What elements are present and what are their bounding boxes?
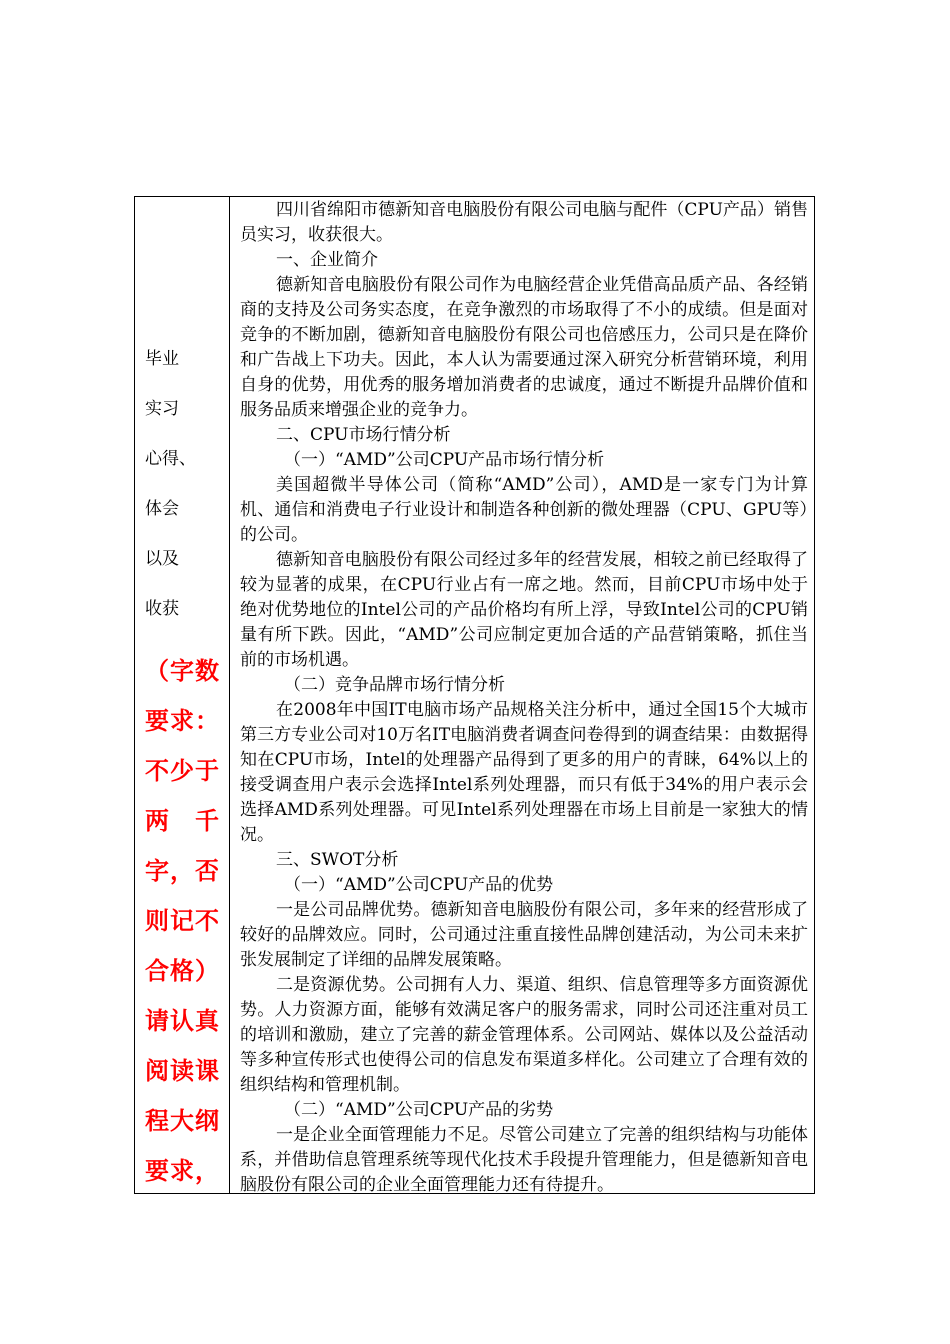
report-content [240, 198, 808, 1198]
label-line: 心得、 [145, 449, 196, 469]
intro-paragraph: 四川省绵阳市德新知音电脑股份有限公司电脑与配件（CPU产品）销售员实习，收获很大。 [240, 200, 808, 245]
subsection-heading: （一）“AMD”公司CPU产品市场行情分析 [284, 450, 605, 470]
requirement-line: 程大纲 [145, 1106, 220, 1135]
paragraph: 在2008年中国IT电脑市场产品规格关注分析中，通过全国15个大城市第三方专业公司对10万名IT电脑消费者调查问卷得到的调查结果：由数据得知在CPU市场，Intel的处理器产品得到了更多的用户的青睐，64%以上的接受调查用户表示会选择Intel系列处理器，而只有低于34%的用户表示会选择AMD系列处理器。可见Intel系列处理器在市场上目前是一家独大的情况。 [240, 700, 808, 845]
requirement-line: 要求： [145, 706, 220, 735]
requirement-line: 合格） [145, 956, 220, 985]
requirement-line: 字，否 [145, 856, 220, 885]
label-line: 体会 [145, 499, 179, 519]
label-line: 毕业 [145, 349, 179, 369]
requirement-line: 请认真 [145, 1006, 220, 1035]
requirement-line: 不少于 [145, 756, 220, 785]
column-divider [229, 196, 230, 1194]
section-heading: 二、CPU市场行情分析 [276, 425, 451, 445]
label-line: 实习 [145, 399, 179, 419]
paragraph: 美国超微半导体公司（简称“AMD”公司），AMD是一家专门为计算机、通信和消费电子行业设计和制造各种创新的微处理器（CPU、GPU等）的公司。 [240, 475, 808, 545]
requirement-line: 两 千 [145, 806, 220, 835]
requirement-line: 则记不 [145, 906, 220, 935]
paragraph: 德新知音电脑股份有限公司作为电脑经营企业凭借高品质产品、各经销商的支持及公司务实态度，在竞争激烈的市场取得了不小的成绩。但是面对竞争的不断加剧，德新知音电脑股份有限公司也倍感压力，公司只是在降价和广告战上下功夫。因此，本人认为需要通过深入研究分析营销环境，利用自身的优势，用优秀的服务增加消费者的忠诚度，通过不断提升品牌价值和服务品质来增强企业的竞争力。 [240, 275, 808, 420]
subsection-heading: （二）“AMD”公司CPU产品的劣势 [284, 1100, 554, 1120]
requirement-line: 阅读课 [145, 1056, 220, 1085]
label-line: 以及 [145, 549, 179, 569]
label-line: 收获 [145, 599, 179, 619]
subsection-heading: （一）“AMD”公司CPU产品的优势 [284, 875, 554, 895]
paragraph: 德新知音电脑股份有限公司经过多年的经营发展，相较之前已经取得了较为显著的成果，在CPU行业占有一席之地。然而，目前CPU市场中处于绝对优势地位的Intel公司的产品价格均有所上浮，导致Intel公司的CPU销量有所下跌。因此，“AMD”公司应制定更加合适的产品营销策略，抓住当前的市场机遇。 [240, 550, 808, 670]
requirement-line: 要求， [145, 1156, 220, 1185]
paragraph: 一是企业全面管理能力不足。尽管公司建立了完善的组织结构与功能体系，并借助信息管理系统等现代化技术手段提升管理能力，但是德新知音电脑股份有限公司的企业全面管理能力还有待提升。 [240, 1125, 808, 1195]
requirement-line: （字数 [145, 656, 220, 685]
paragraph: 二是资源优势。公司拥有人力、渠道、组织、信息管理等多方面资源优势。人力资源方面，能够有效满足客户的服务需求，同时公司还注重对员工的培训和激励，建立了完善的薪金管理体系。公司网站、媒体以及公益活动等多种宣传形式也使得公司的信息发布渠道多样化。公司建立了合理有效的组织结构和管理机制。 [240, 975, 808, 1095]
section-heading: 一、企业简介 [276, 250, 378, 270]
subsection-heading: （二）竞争品牌市场行情分析 [284, 675, 505, 695]
section-heading: 三、SWOT分析 [276, 850, 399, 870]
paragraph: 一是公司品牌优势。德新知音电脑股份有限公司，多年来的经营形成了较好的品牌效应。同时，公司通过注重直接性品牌创建活动，为公司未来扩张发展制定了详细的品牌发展策略。 [240, 900, 808, 970]
label-column [135, 196, 229, 1192]
